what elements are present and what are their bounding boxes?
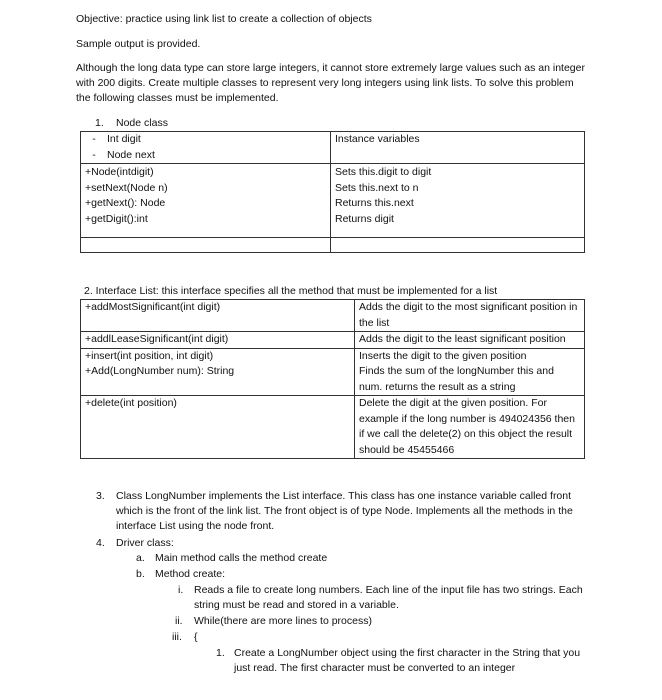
item-i-text: Reads a file to create long numbers. Each line of the input file has two strings. Each string must be read and stored in a variable.: [194, 584, 583, 611]
row-desc: Inserts the digit to the given position Finds the sum of the longNumber this and num. returns the result as a string: [355, 348, 585, 396]
method-sig: +Node(intdigit): [85, 166, 154, 178]
section3-text: Class LongNumber implements the List interface. This class has one instance variable called front which is the front of the link list. The front object is of type Node. Implements all the methods in the interface List using the node front.: [116, 490, 573, 532]
section2-title: 2. Interface List: this interface specifies all the method that must be implemented for a list: [84, 285, 498, 297]
method-sig: +setNext(Node n): [85, 181, 168, 194]
item-ii-label: ii.: [175, 615, 183, 627]
item-iii-text: {: [194, 631, 198, 643]
method-desc: Sets this.digit to digit: [335, 166, 432, 178]
node-class-table: [80, 131, 585, 253]
method-desc: Returns digit: [335, 212, 394, 225]
method-desc: Sets this.next to n: [335, 181, 419, 194]
item-i-label: i.: [178, 584, 184, 596]
field-next: Node next: [107, 148, 155, 161]
list-item: - Int digit: [81, 132, 330, 148]
sample-output-line: Sample output is provided.: [76, 38, 201, 50]
table-row: [81, 300, 585, 332]
item-iii-label: iii.: [172, 631, 182, 643]
methods-cell: [81, 164, 331, 238]
section4-title: Driver class:: [116, 537, 174, 549]
row-sig: +delete(int position): [81, 396, 355, 459]
instance-variables-header: Instance variables: [331, 132, 585, 164]
fields-cell: [81, 132, 331, 164]
section1-number: 1.: [95, 117, 104, 129]
interface-list-table: [80, 299, 585, 459]
item-1-text: Create a LongNumber object using the first character in the String that you just read. The first character must be converted to an integer: [234, 647, 581, 674]
field-digit: Int digit: [107, 133, 141, 145]
section4-number: 4.: [96, 537, 105, 549]
table-row: [81, 132, 585, 164]
row-desc: Delete the digit at the given position. For example if the long number is 494024356 then if we call the delete(2) on this object the result should be 45455466: [355, 396, 585, 459]
table-row: [81, 238, 585, 253]
row-sig: +insert(int position, int digit) +Add(LongNumber num): String: [81, 348, 355, 396]
table-row: [81, 164, 585, 238]
methods-desc-cell: [331, 164, 585, 238]
intro-paragraph: Although the long data type can store large integers, it cannot store extremely large values such as an integer with 200 digits. Create multiple classes to represent very long integers using link lists. To solve this problem the following classes must be implemented.: [76, 62, 585, 104]
section3-number: 3.: [96, 490, 105, 502]
item-ii-text: While(there are more lines to process): [194, 615, 372, 627]
item-b-text: Method create:: [155, 568, 226, 580]
method-sig: +getDigit():int: [85, 212, 148, 225]
section1-title: Node class: [116, 117, 168, 129]
method-sig: +getNext(): Node: [85, 197, 166, 209]
row-desc: Adds the digit to the least significant position: [355, 332, 585, 349]
method-desc: Returns this.next: [335, 197, 414, 209]
item-a-text: Main method calls the method create: [155, 552, 328, 564]
row-sig: +addlLeaseSignificant(int digit): [81, 332, 355, 349]
list-item: - Node next: [81, 148, 330, 164]
table-row: [81, 348, 585, 396]
table-row: [81, 332, 585, 349]
objective-line: Objective: practice using link list to create a collection of objects: [76, 13, 372, 25]
item-b-label: b.: [136, 568, 145, 580]
row-desc: Adds the digit to the most significant position in the list: [355, 300, 585, 332]
item-1-label: 1.: [216, 647, 225, 659]
row-sig: +addMostSignificant(int digit): [81, 300, 355, 332]
table-row: [81, 396, 585, 459]
item-a-label: a.: [136, 552, 145, 564]
